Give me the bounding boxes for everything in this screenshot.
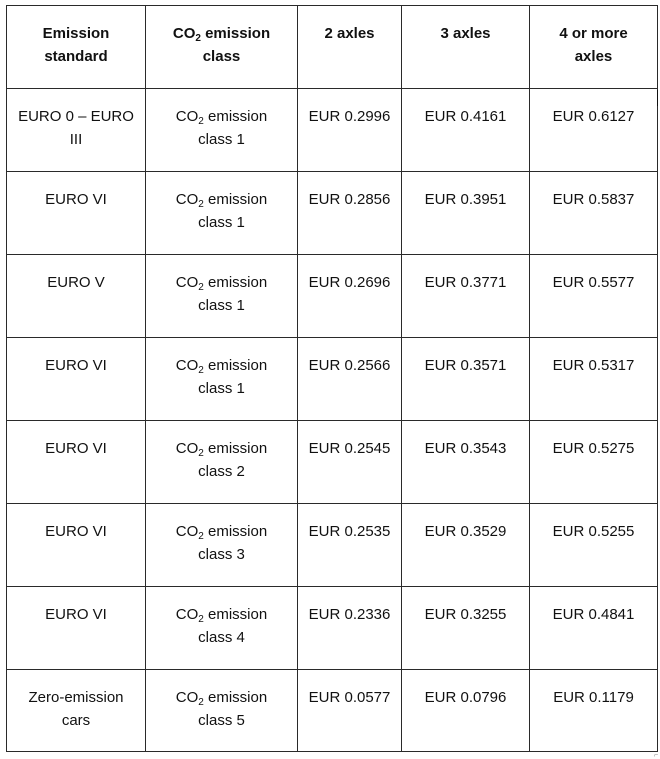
header-co2-class <box>146 6 298 89</box>
co2-class-label: class 1 <box>198 131 245 148</box>
cell-4-axles <box>530 89 658 172</box>
rate-4-axles: EUR 0.6127 <box>552 108 635 125</box>
cell-co2-class <box>146 89 298 172</box>
cell-co2-class <box>146 172 298 255</box>
cell-emission-standard <box>7 255 146 338</box>
cell-3-axles <box>402 338 530 421</box>
cell-4-axles <box>530 338 658 421</box>
table-row <box>7 504 658 587</box>
co2-prefix: CO <box>175 357 199 374</box>
cell-emission-standard <box>7 89 146 172</box>
rate-2-axles: EUR 0.2336 <box>308 606 391 623</box>
header-2-axles-label: 2 axles <box>324 25 375 42</box>
emission-standard-line1: EURO VI <box>45 523 107 540</box>
co2-prefix: CO <box>175 523 199 540</box>
co2-prefix: CO <box>175 274 199 291</box>
emission-standard-line1: Zero-emission <box>28 689 124 706</box>
co2-prefix: CO <box>175 440 199 457</box>
emission-standard-line1: EURO VI <box>45 191 107 208</box>
header-emission-standard-line2: standard <box>44 48 108 65</box>
table-row <box>7 670 658 752</box>
cell-2-axles <box>298 587 402 670</box>
cell-emission-standard <box>7 504 146 587</box>
rate-4-axles: EUR 0.5275 <box>552 440 635 457</box>
co2-sub: 2 <box>198 531 204 542</box>
co2-class-label: class 1 <box>198 380 245 397</box>
table-row <box>7 255 658 338</box>
co2-class-label: class 2 <box>198 463 245 480</box>
emission-standard-line1: EURO 0 – EURO <box>18 108 134 125</box>
rate-4-axles: EUR 0.1179 <box>553 689 634 706</box>
cell-4-axles <box>530 172 658 255</box>
co2-suffix: emission <box>203 440 268 457</box>
cell-emission-standard <box>7 338 146 421</box>
co2-prefix: CO <box>175 108 199 125</box>
toll-rates-table <box>6 5 658 752</box>
cell-emission-standard <box>7 421 146 504</box>
co2-class-label: class 3 <box>198 546 245 563</box>
co2-suffix: emission <box>203 108 268 125</box>
cell-co2-class <box>146 338 298 421</box>
co2-class-label: class 1 <box>198 214 245 231</box>
cell-2-axles <box>298 504 402 587</box>
co2-sub: 2 <box>198 116 204 127</box>
cell-co2-class <box>146 670 298 752</box>
co2-sub: 2 <box>198 614 204 625</box>
emission-standard-line2: III <box>69 131 83 148</box>
co2-sub: 2 <box>198 365 204 376</box>
table-row <box>7 421 658 504</box>
co2-prefix: CO <box>175 606 199 623</box>
emission-standard-line1: EURO V <box>47 274 105 291</box>
header-co2-suffix: emission <box>200 25 271 42</box>
cell-emission-standard <box>7 172 146 255</box>
rate-3-axles: EUR 0.3771 <box>424 274 507 291</box>
rate-3-axles: EUR 0.3543 <box>424 440 507 457</box>
rate-4-axles: EUR 0.4841 <box>552 606 635 623</box>
table-row <box>7 89 658 172</box>
rate-4-axles: EUR 0.5837 <box>552 191 635 208</box>
co2-suffix: emission <box>203 606 268 623</box>
co2-sub: 2 <box>198 199 204 210</box>
rate-2-axles: EUR 0.2856 <box>308 191 391 208</box>
co2-class-label: class 4 <box>198 629 245 646</box>
table-row <box>7 587 658 670</box>
table-row <box>7 338 658 421</box>
cell-3-axles <box>402 89 530 172</box>
cell-3-axles <box>402 172 530 255</box>
co2-class-label: class 1 <box>198 297 245 314</box>
co2-suffix: emission <box>203 274 268 291</box>
rate-2-axles: EUR 0.0577 <box>308 689 391 706</box>
header-co2-prefix: CO <box>172 25 196 42</box>
rate-3-axles: EUR 0.3571 <box>424 357 507 374</box>
co2-suffix: emission <box>203 523 268 540</box>
header-row <box>7 6 658 89</box>
rate-2-axles: EUR 0.2566 <box>308 357 391 374</box>
header-3-axles <box>402 6 530 89</box>
cell-4-axles <box>530 504 658 587</box>
cell-co2-class <box>146 504 298 587</box>
rate-3-axles: EUR 0.3951 <box>424 191 507 208</box>
rate-3-axles: EUR 0.3529 <box>424 523 507 540</box>
cell-emission-standard <box>7 670 146 752</box>
cell-co2-class <box>146 587 298 670</box>
co2-suffix: emission <box>203 357 268 374</box>
cell-2-axles <box>298 255 402 338</box>
co2-class-label: class 5 <box>198 712 245 729</box>
table-row <box>7 172 658 255</box>
header-4-axles-line1: 4 or more <box>559 25 628 42</box>
co2-suffix: emission <box>203 689 268 706</box>
cell-3-axles <box>402 504 530 587</box>
corner-mark: ⌐ <box>654 752 659 759</box>
cell-3-axles <box>402 670 530 752</box>
header-emission-standard-line1: Emission <box>42 25 110 42</box>
emission-standard-line1: EURO VI <box>45 606 107 623</box>
cell-4-axles <box>530 255 658 338</box>
cell-3-axles <box>402 255 530 338</box>
rate-2-axles: EUR 0.2535 <box>308 523 391 540</box>
rate-2-axles: EUR 0.2996 <box>308 108 391 125</box>
co2-sub: 2 <box>198 282 204 293</box>
cell-2-axles <box>298 338 402 421</box>
rate-3-axles: EUR 0.0796 <box>424 689 507 706</box>
cell-4-axles <box>530 421 658 504</box>
rate-4-axles: EUR 0.5255 <box>552 523 635 540</box>
cell-2-axles <box>298 670 402 752</box>
header-3-axles-label: 3 axles <box>440 25 491 42</box>
cell-3-axles <box>402 421 530 504</box>
rate-4-axles: EUR 0.5317 <box>552 357 635 374</box>
header-co2-sub: 2 <box>195 33 201 44</box>
co2-suffix: emission <box>203 191 268 208</box>
cell-co2-class <box>146 421 298 504</box>
co2-sub: 2 <box>198 448 204 459</box>
cell-4-axles <box>530 587 658 670</box>
emission-standard-line1: EURO VI <box>45 357 107 374</box>
rate-4-axles: EUR 0.5577 <box>552 274 635 291</box>
emission-standard-line2: cars <box>61 712 91 729</box>
header-2-axles <box>298 6 402 89</box>
cell-2-axles <box>298 421 402 504</box>
cell-3-axles <box>402 587 530 670</box>
rate-2-axles: EUR 0.2696 <box>308 274 391 291</box>
cell-2-axles <box>298 89 402 172</box>
cell-co2-class <box>146 255 298 338</box>
co2-prefix: CO <box>175 689 199 706</box>
co2-sub: 2 <box>198 697 204 708</box>
rate-3-axles: EUR 0.3255 <box>424 606 507 623</box>
header-4-axles <box>530 6 658 89</box>
header-4-axles-line2: axles <box>574 48 613 65</box>
header-co2-line2: class <box>202 48 241 65</box>
emission-standard-line1: EURO VI <box>45 440 107 457</box>
cell-4-axles <box>530 670 658 752</box>
rate-3-axles: EUR 0.4161 <box>424 108 507 125</box>
cell-2-axles <box>298 172 402 255</box>
rate-2-axles: EUR 0.2545 <box>308 440 391 457</box>
header-emission-standard <box>7 6 146 89</box>
text-cursor <box>657 90 658 106</box>
co2-prefix: CO <box>175 191 199 208</box>
cell-emission-standard <box>7 587 146 670</box>
